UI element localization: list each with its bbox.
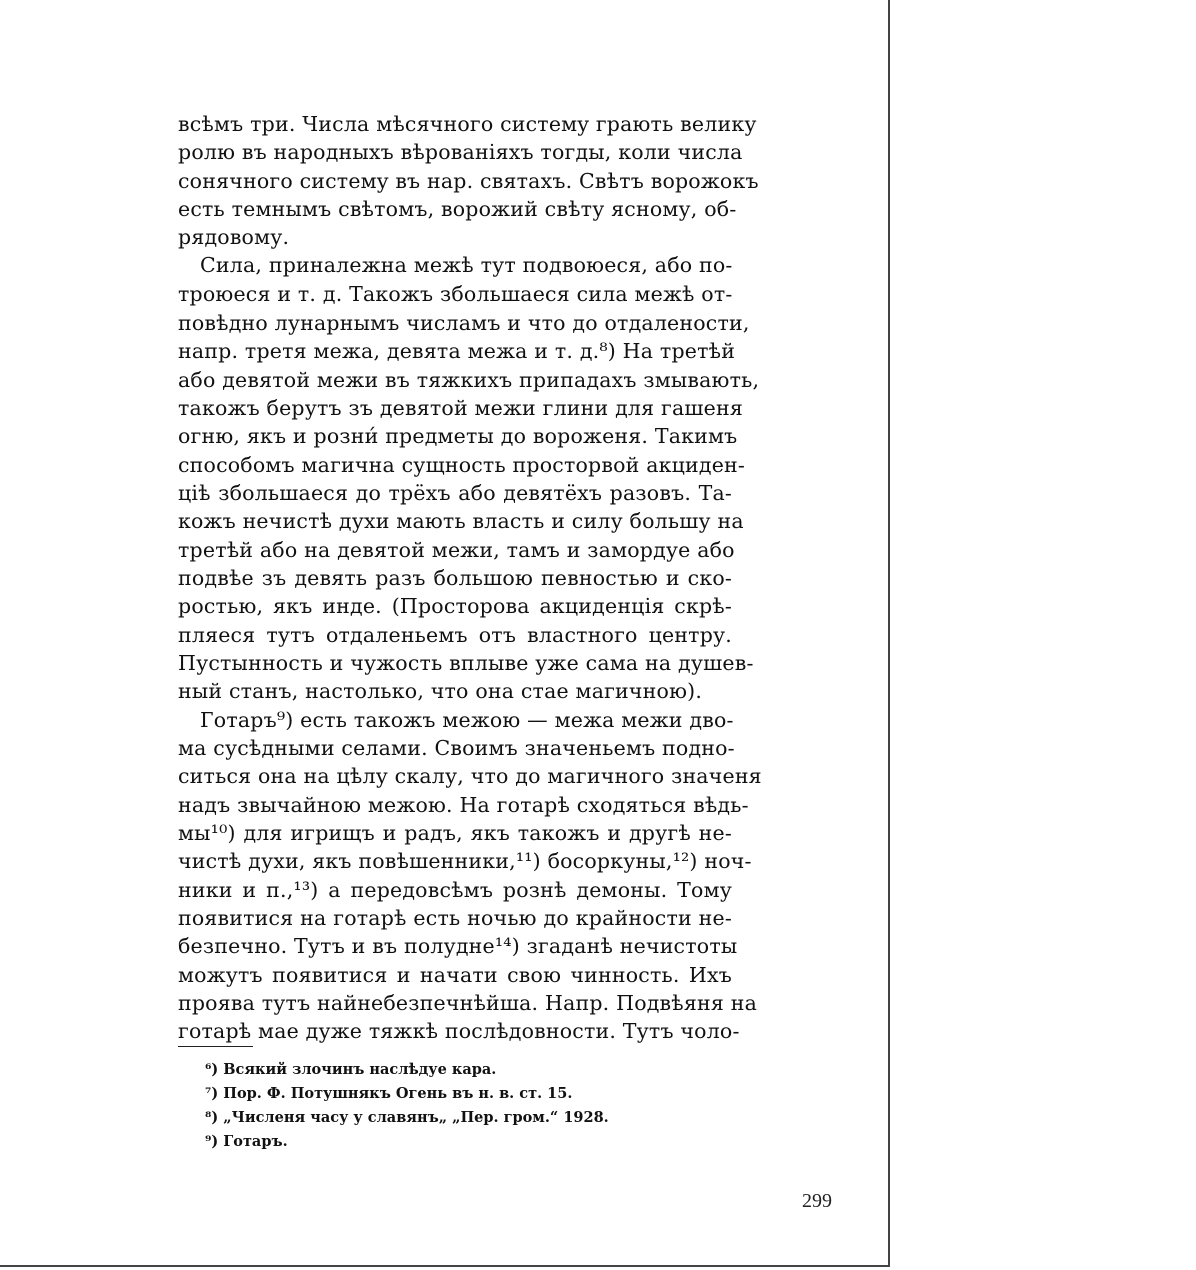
body-line: огню, якъ и розни́ предметы до вороженя. Такимъ xyxy=(178,424,738,448)
footnote: ⁸) „Численя часу у славянъ„ „Пер. гром.“ 1928. xyxy=(205,1109,609,1126)
footnote: ⁷) Пор. Ф. Потушнякъ Огень въ н. в. ст. 15. xyxy=(205,1085,573,1102)
body-line: ролю въ народныхъ вѣрованіяхъ тогды, коли числа xyxy=(178,140,743,164)
body-line: троюеся и т. д. Такожъ збольшаеся сила межѣ от- xyxy=(178,282,733,306)
body-line: повѣдно лунарнымъ числамъ и что до отдалености, xyxy=(178,311,750,335)
body-line: проява тутъ найнебезпечнѣйша. Напр. Подвѣяня на xyxy=(178,991,757,1015)
page-number: 299 xyxy=(802,1190,832,1212)
footnote: ⁶) Всякий злочинъ наслѣдуе кара. xyxy=(205,1061,497,1078)
body-line: пляеся тутъ отдаленьемъ отъ властного центру. xyxy=(178,623,732,647)
body-line: способомъ магична сущность простoрвой акциден- xyxy=(178,453,746,477)
footnote-rule xyxy=(178,1046,253,1047)
body-line: чистѣ духи, якъ повѣшенники,¹¹) бoсоркуны,¹²) ноч- xyxy=(178,849,752,873)
body-line: Готаръ⁹) есть такожъ межою — межа межи дво- xyxy=(200,708,734,732)
body-line: можутъ появитися и начати свою чинность. Ихъ xyxy=(178,963,732,987)
body-line: ціѣ збольшаеся до трёхъ або девятёхъ разовъ. Та- xyxy=(178,481,732,505)
body-line: сонячного системy въ нар. святахъ. Свѣтъ ворожокъ xyxy=(178,169,759,193)
body-line: есть темнымъ свѣтомъ, ворожий свѣту ясному, об- xyxy=(178,197,737,221)
body-line: ситься она на цѣлу скалу, что до магичного значеня xyxy=(178,764,762,788)
body-line: надъ звычайною межою. На готарѣ сходяться вѣдь- xyxy=(178,793,749,817)
body-line: безпечно. Тутъ и въ полудне¹⁴) згаданѣ нечистоты xyxy=(178,934,738,958)
body-line: ростью, якъ инде. (Просторова акциденція скрѣ- xyxy=(178,594,732,618)
footnote: ⁹) Готаръ. xyxy=(205,1133,288,1150)
body-line: напр. третя межа, девята межа и т. д.⁸) На третѣй xyxy=(178,339,736,363)
body-line: або девятой межи въ тяжкихъ припадахъ змывають, xyxy=(178,368,760,392)
body-line: всѣмъ три. Числа мѣсячного системy грають велику xyxy=(178,112,757,136)
body-line: ма сусѣдными селами. Своимъ значеньемъ подно- xyxy=(178,736,735,760)
body-line: ники и п.,¹³) а передовсѣмъ рознѣ демоны. Тому xyxy=(178,878,732,902)
body-line: готарѣ мае дуже тяжкѣ послѣдовности. Тутъ чоло- xyxy=(178,1019,740,1043)
body-line: появитися на готарѣ есть ночью до крайности не- xyxy=(178,906,732,930)
body-line: Пустынность и чужость вплыве уже сама на душев- xyxy=(178,651,754,675)
body-line: третѣй або на девятой межи, тамъ и замордуе або xyxy=(178,538,735,562)
body-line: мы¹⁰) для игрищъ и радъ, якъ такожъ и другѣ не- xyxy=(178,821,732,845)
body-line: такожъ берутъ зъ девятой межи глини для гашеня xyxy=(178,396,743,420)
body-line: подвѣе зъ девять разъ большою певностью и ско- xyxy=(178,566,732,590)
body-line: рядовому. xyxy=(178,225,290,249)
body-line: ный станъ, настолько, что она стае магичною). xyxy=(178,679,703,703)
body-line: Сила, принaлежна межѣ тут подвоюеся, або по- xyxy=(200,253,733,277)
body-line: кожъ нечистѣ духи мають власть и силу большу на xyxy=(178,509,744,533)
